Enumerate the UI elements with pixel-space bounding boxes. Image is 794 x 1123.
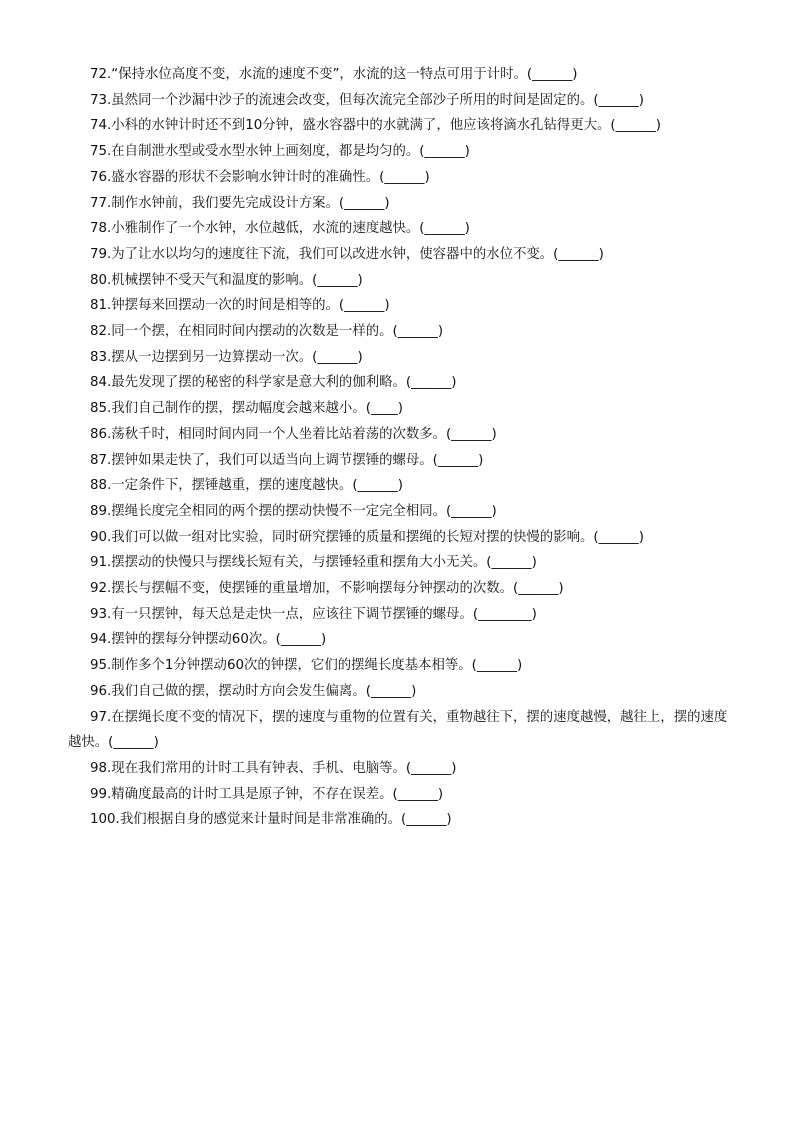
question-item [68, 653, 740, 679]
question-item [68, 88, 740, 114]
question-text: 摆从一边摆到另一边算摆动一次。(______) [111, 349, 363, 365]
question-number: 77. [90, 195, 112, 211]
question-item [68, 627, 740, 653]
question-item [68, 576, 740, 602]
question-number: 98. [90, 760, 112, 776]
question-number: 93. [90, 606, 112, 622]
question-number: 97. [90, 709, 112, 725]
question-item [68, 370, 740, 396]
question-number: 85. [90, 401, 112, 417]
question-item [68, 602, 740, 628]
question-number: 82. [90, 324, 112, 340]
question-item [68, 499, 740, 525]
question-item [68, 807, 740, 833]
question-item [68, 396, 740, 422]
question-text: 在自制泄水型或受水型水钟上画刻度，都是均匀的。(______) [111, 144, 470, 160]
question-item [68, 525, 740, 551]
question-text: 摆摆动的快慢只与摆线长短有关，与摆锤轻重和摆角大小无关。(______) [111, 555, 537, 571]
question-number: 81. [90, 298, 112, 314]
question-item [68, 473, 740, 499]
question-item [68, 293, 740, 319]
question-text: 荡秋千时，相同时间内同一个人坐着比站着荡的次数多。(______) [111, 426, 497, 442]
question-number: 88. [90, 478, 112, 494]
question-number: 94. [90, 632, 112, 648]
question-text: 一定条件下，摆锤越重，摆的速度越快。(______) [111, 478, 403, 494]
question-text: 制作多个1分钟摆动60次的钟摆，它们的摆绳长度基本相等。(______) [111, 658, 523, 674]
question-text: 有一只摆钟，每天总是走快一点，应该往下调节摆锤的螺母。(________) [111, 606, 537, 622]
question-text: 最先发现了摆的秘密的科学家是意大利的伽利略。(______) [111, 375, 457, 391]
question-text: 同一个摆，在相同时间内摆动的次数是一样的。(______) [111, 324, 444, 340]
question-number: 92. [90, 581, 112, 597]
question-item [68, 113, 740, 139]
question-number: 96. [90, 683, 112, 699]
question-item [68, 268, 740, 294]
question-number: 76. [90, 169, 112, 185]
question-number: 84. [90, 375, 112, 391]
question-number: 89. [90, 503, 112, 519]
question-text: 精确度最高的计时工具是原子钟，不存在误差。(______) [111, 786, 444, 802]
question-number: 91. [90, 555, 112, 571]
question-number: 75. [90, 144, 112, 160]
question-text: 摆钟的摆每分钟摆动60次。(______) [111, 632, 327, 648]
question-text: 制作水钟前，我们要先完成设计方案。(______) [111, 195, 390, 211]
question-item [68, 242, 740, 268]
question-number: 100. [90, 812, 120, 828]
question-text: 摆长与摆幅不变，使摆锤的重量增加，不影响摆每分钟摆动的次数。(______) [111, 581, 564, 597]
question-text: 为了让水以均匀的速度往下流，我们可以改进水钟，使容器中的水位不变。(______) [111, 246, 604, 262]
question-item [68, 448, 740, 474]
question-item [68, 62, 740, 88]
question-list [68, 62, 740, 833]
question-item [68, 191, 740, 217]
question-number: 74. [90, 118, 112, 134]
question-item [68, 782, 740, 808]
question-number: 95. [90, 658, 112, 674]
question-text: 现在我们常用的计时工具有钟表、手机、电脑等。(______) [111, 760, 457, 776]
question-item [68, 756, 740, 782]
question-number: 78. [90, 221, 112, 237]
question-text: 摆钟如果走快了，我们可以适当向上调节摆锤的螺母。(______) [111, 452, 484, 468]
question-text: 摆绳长度完全相同的两个摆的摆动快慢不一定完全相同。(______) [111, 503, 497, 519]
question-number: 80. [90, 272, 112, 288]
question-item [68, 165, 740, 191]
question-text: 我们自己做的摆，摆动时方向会发生偏离。(______) [111, 683, 417, 699]
question-text: 我们根据自身的感觉来计量时间是非常准确的。(______) [119, 812, 452, 828]
question-item [68, 705, 740, 756]
question-item [68, 345, 740, 371]
question-number: 79. [90, 246, 112, 262]
question-item [68, 319, 740, 345]
question-item [68, 422, 740, 448]
question-text: 机械摆钟不受天气和温度的影响。(______) [111, 272, 363, 288]
question-text: 在摆绳长度不变的情况下，摆的速度与重物的位置有关，重物越往下，摆的速度越慢，越往上，摆的速度越快。(______) [68, 709, 728, 751]
question-text: 钟摆每来回摆动一次的时间是相等的。(______) [111, 298, 390, 314]
question-text: 盛水容器的形状不会影响水钟计时的准确性。(______) [111, 169, 430, 185]
question-text: 虽然同一个沙漏中沙子的流速会改变，但每次流完全部沙子所用的时间是固定的。(______) [111, 92, 644, 108]
question-text: 小科的水钟计时还不到10分钟，盛水容器中的水就满了，他应该将滴水孔钻得更大。(______) [111, 118, 662, 134]
question-number: 99. [90, 786, 112, 802]
question-text: 小雅制作了一个水钟，水位越低，水流的速度越快。(______) [111, 221, 470, 237]
question-text: 我们可以做一组对比实验，同时研究摆锤的质量和摆绳的长短对摆的快慢的影响。(______) [111, 529, 644, 545]
question-number: 87. [90, 452, 112, 468]
question-item [68, 216, 740, 242]
question-number: 72. [90, 67, 112, 82]
question-item [68, 550, 740, 576]
question-item [68, 139, 740, 165]
question-number: 86. [90, 426, 112, 442]
question-number: 90. [90, 529, 112, 545]
question-text: 我们自己制作的摆，摆动幅度会越来越小。(____) [111, 401, 403, 417]
question-number: 73. [90, 92, 112, 108]
question-text: “保持水位高度不变，水流的速度不变”，水流的这一特点可用于计时。(______) [111, 67, 578, 82]
question-item [68, 679, 740, 705]
question-number: 83. [90, 349, 112, 365]
